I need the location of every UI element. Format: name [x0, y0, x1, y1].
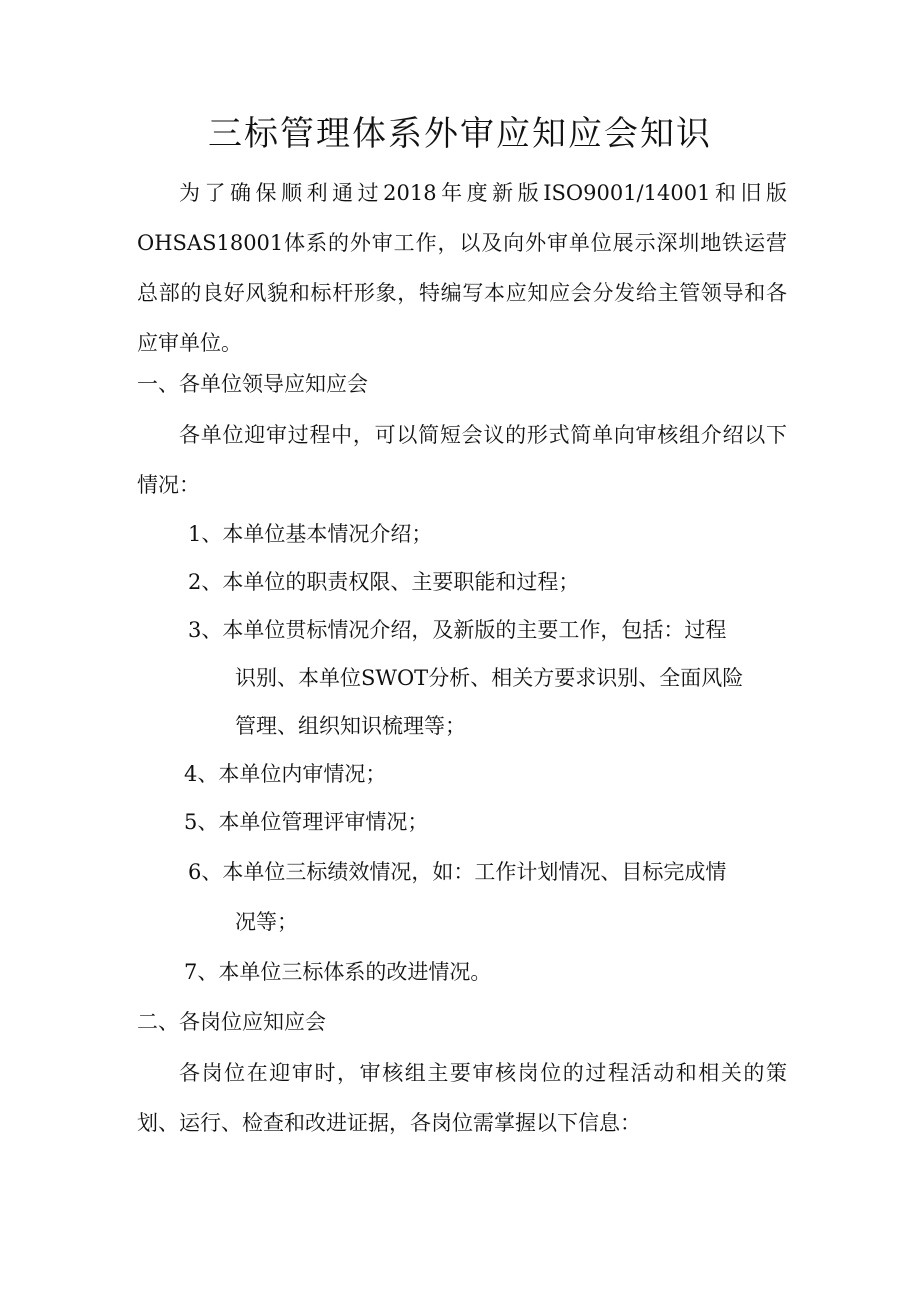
list-item: 1、本单位基本情况介绍；: [188, 522, 433, 546]
intro-paragraph: 为了确保顺利通过2018年度新版ISO9001/14001和旧版OHSAS18001体系的外审工作，以及向外审单位展示深圳地铁运营总部的良好风貌和标杆形象，特编写本应知应会分发给主管领导和各应审单位。: [137, 181, 787, 355]
list-item-continuation: 况等；: [235, 910, 298, 934]
list-item: 5、本单位管理评审情况；: [184, 810, 429, 834]
list-item: 4、本单位内审情况；: [184, 762, 387, 786]
list-item-continuation: 识别、本单位SWOT分析、相关方要求识别、全面风险: [235, 666, 744, 690]
section-2-heading: 二、各岗位应知应会: [137, 1010, 326, 1034]
section-1-heading: 一、各单位领导应知应会: [137, 372, 368, 396]
list-item: 7、本单位三标体系的改进情况。: [184, 960, 492, 984]
section-2-paragraph: 各岗位在迎审时，审核组主要审核岗位的过程活动和相关的策划、运行、检查和改进证据，各岗位需掌握以下信息：: [137, 1061, 787, 1135]
section-1-paragraph: 各单位迎审过程中，可以简短会议的形式简单向审核组介绍以下情况：: [137, 423, 787, 497]
list-item: 3、本单位贯标情况介绍，及新版的主要工作，包括：过程: [188, 618, 727, 642]
list-item: 6、本单位三标绩效情况，如：工作计划情况、目标完成情: [188, 860, 727, 884]
list-item-continuation: 管理、组织知识梳理等；: [235, 714, 466, 738]
list-item: 2、本单位的职责权限、主要职能和过程；: [188, 570, 580, 594]
document-title: 三标管理体系外审应知应会知识: [208, 114, 712, 154]
